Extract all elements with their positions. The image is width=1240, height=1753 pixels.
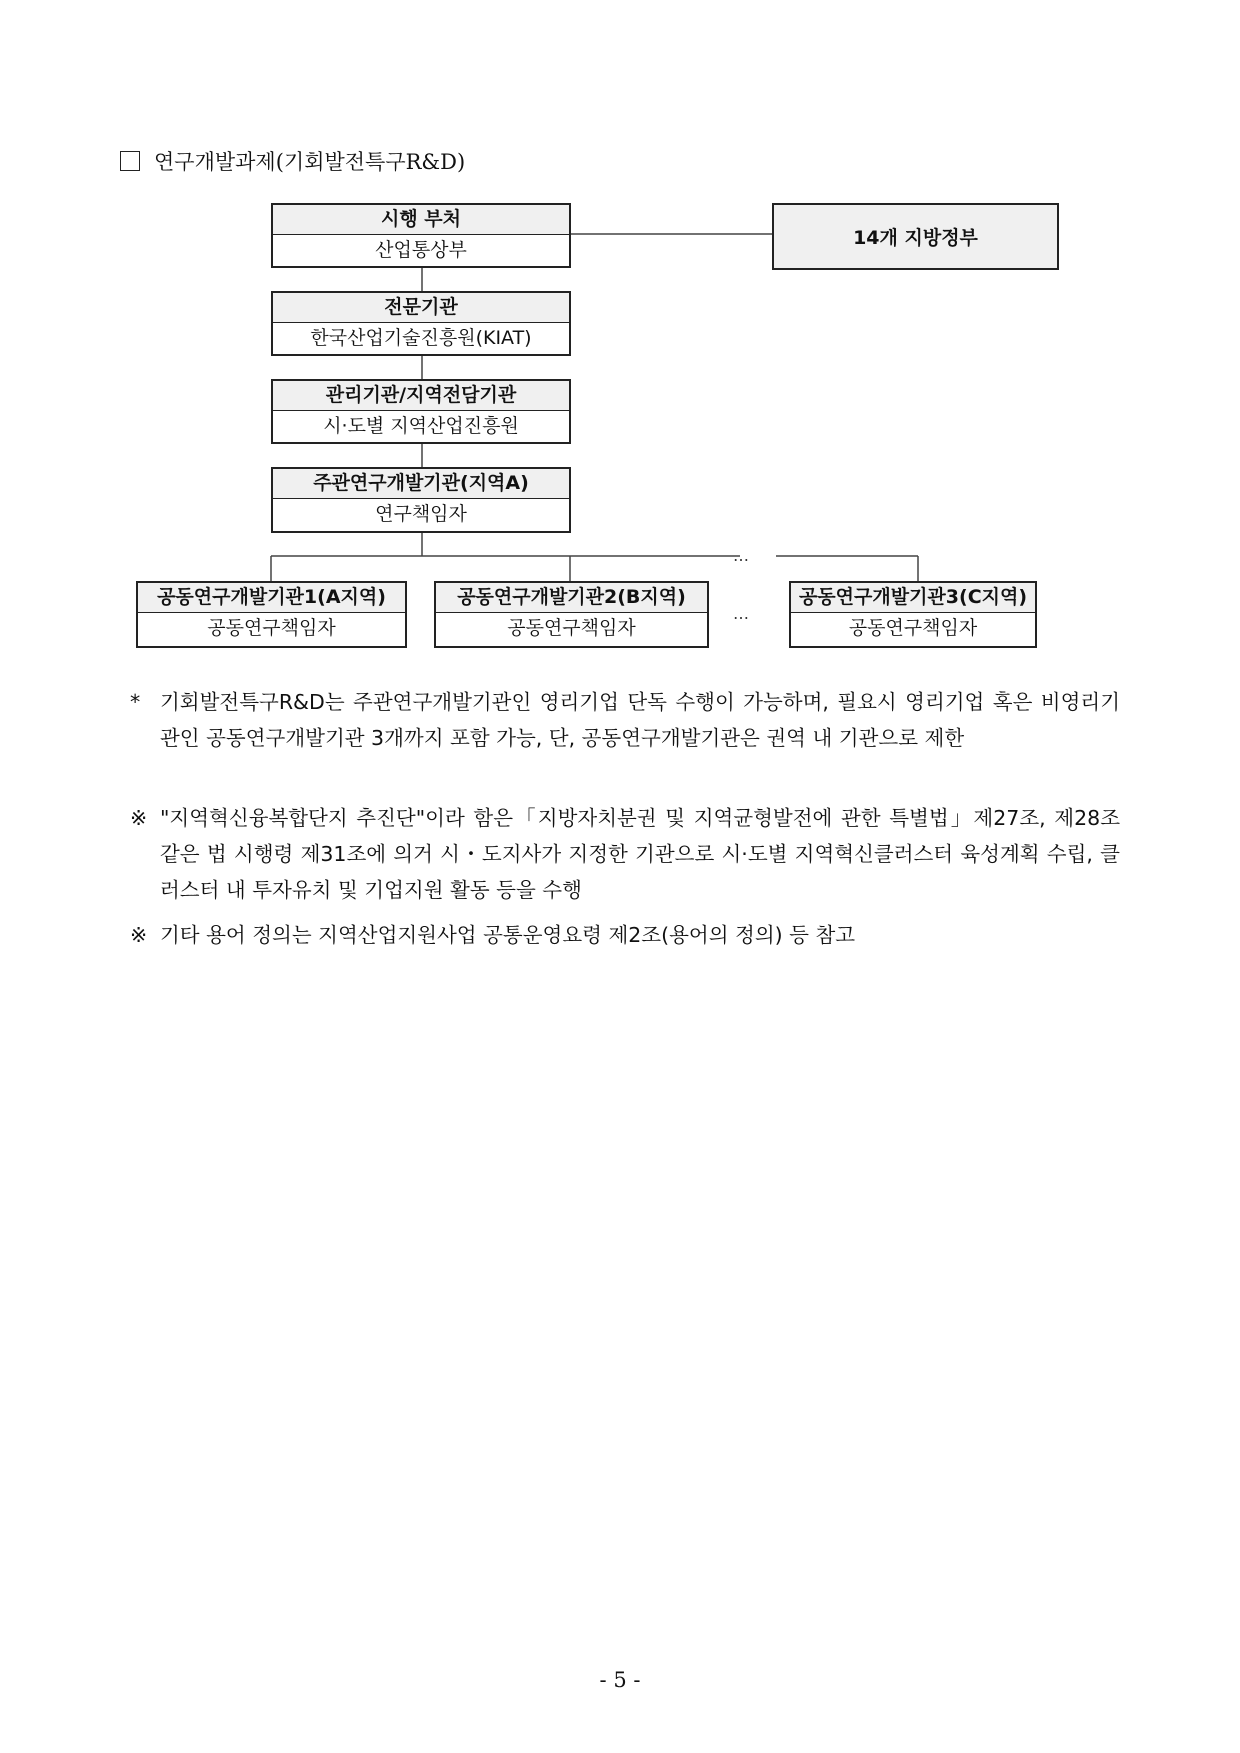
asterisk-mark: * (130, 690, 141, 714)
joint-researcher-2: 공동연구책임자 (507, 617, 636, 639)
lead-institution-title: 주관연구개발기관(지역A) (273, 469, 569, 499)
ellipsis-boxes: … (733, 604, 749, 623)
heading-text: 연구개발과제(기회발전특구R&D) (154, 150, 466, 174)
ministry-name: 산업통상부 (375, 239, 467, 261)
joint-researcher-3: 공동연구책임자 (848, 617, 978, 639)
joint-institution-3-title: 공동연구개발기관3(C지역) (791, 583, 1035, 613)
ministry-title: 시행 부처 (273, 205, 569, 235)
lead-researcher: 연구책임자 (375, 503, 467, 525)
joint-institution-1-title: 공동연구개발기관1(A지역) (138, 583, 405, 613)
note-text: 기회발전특구R&D는 주관연구개발기관인 영리기업 단독 수행이 가능하며, 필요시 영리기업 혹은 비영리기관인 공동연구개발기관 3개까지 포함 가능, 단, 공동연구개발기관은 권역 내 기관으로 제한 (160, 690, 1120, 750)
note-definition (130, 800, 1120, 908)
joint-institution-2-box (434, 581, 709, 648)
local-government-box (772, 203, 1059, 270)
page-number: - 5 - (599, 1668, 641, 1692)
ministry-box (271, 203, 571, 268)
note-text: "지역혁신융복합단지 추진단"이라 함은「지방자치분권 및 지역균형발전에 관한 특별법」제27조, 제28조 같은 법 시행령 제31조에 의거 시・도지사가 지정한 기관으로 시·도별 지역혁신클러스터 육성계획 수립, 클러스터 내 투자유치 및 기업지원 활동 등을 수행 (160, 806, 1120, 902)
reference-mark: ※ (130, 806, 148, 830)
manager-name: 시·도별 지역산업진흥원 (323, 415, 519, 437)
local-government-label: 14개 지방정부 (853, 227, 978, 249)
note-text: 기타 용어 정의는 지역산업지원사업 공통운영요령 제2조(용어의 정의) 등 참고 (160, 923, 856, 947)
joint-institution-2-title: 공동연구개발기관2(B지역) (436, 583, 707, 613)
ellipsis-connector: … (733, 546, 749, 565)
manager-title: 관리기관/지역전담기관 (273, 381, 569, 411)
manager-box (271, 379, 571, 444)
agency-name: 한국산업기술진흥원(KIAT) (310, 327, 532, 349)
note-reference (130, 917, 1120, 953)
note-asterisk (130, 684, 1120, 756)
agency-box (271, 291, 571, 356)
joint-institution-3-box (789, 581, 1037, 648)
lead-institution-box (271, 467, 571, 533)
agency-title: 전문기관 (273, 293, 569, 323)
joint-researcher-1: 공동연구책임자 (207, 617, 336, 639)
joint-institution-1-box (136, 581, 407, 648)
reference-mark: ※ (130, 923, 148, 947)
